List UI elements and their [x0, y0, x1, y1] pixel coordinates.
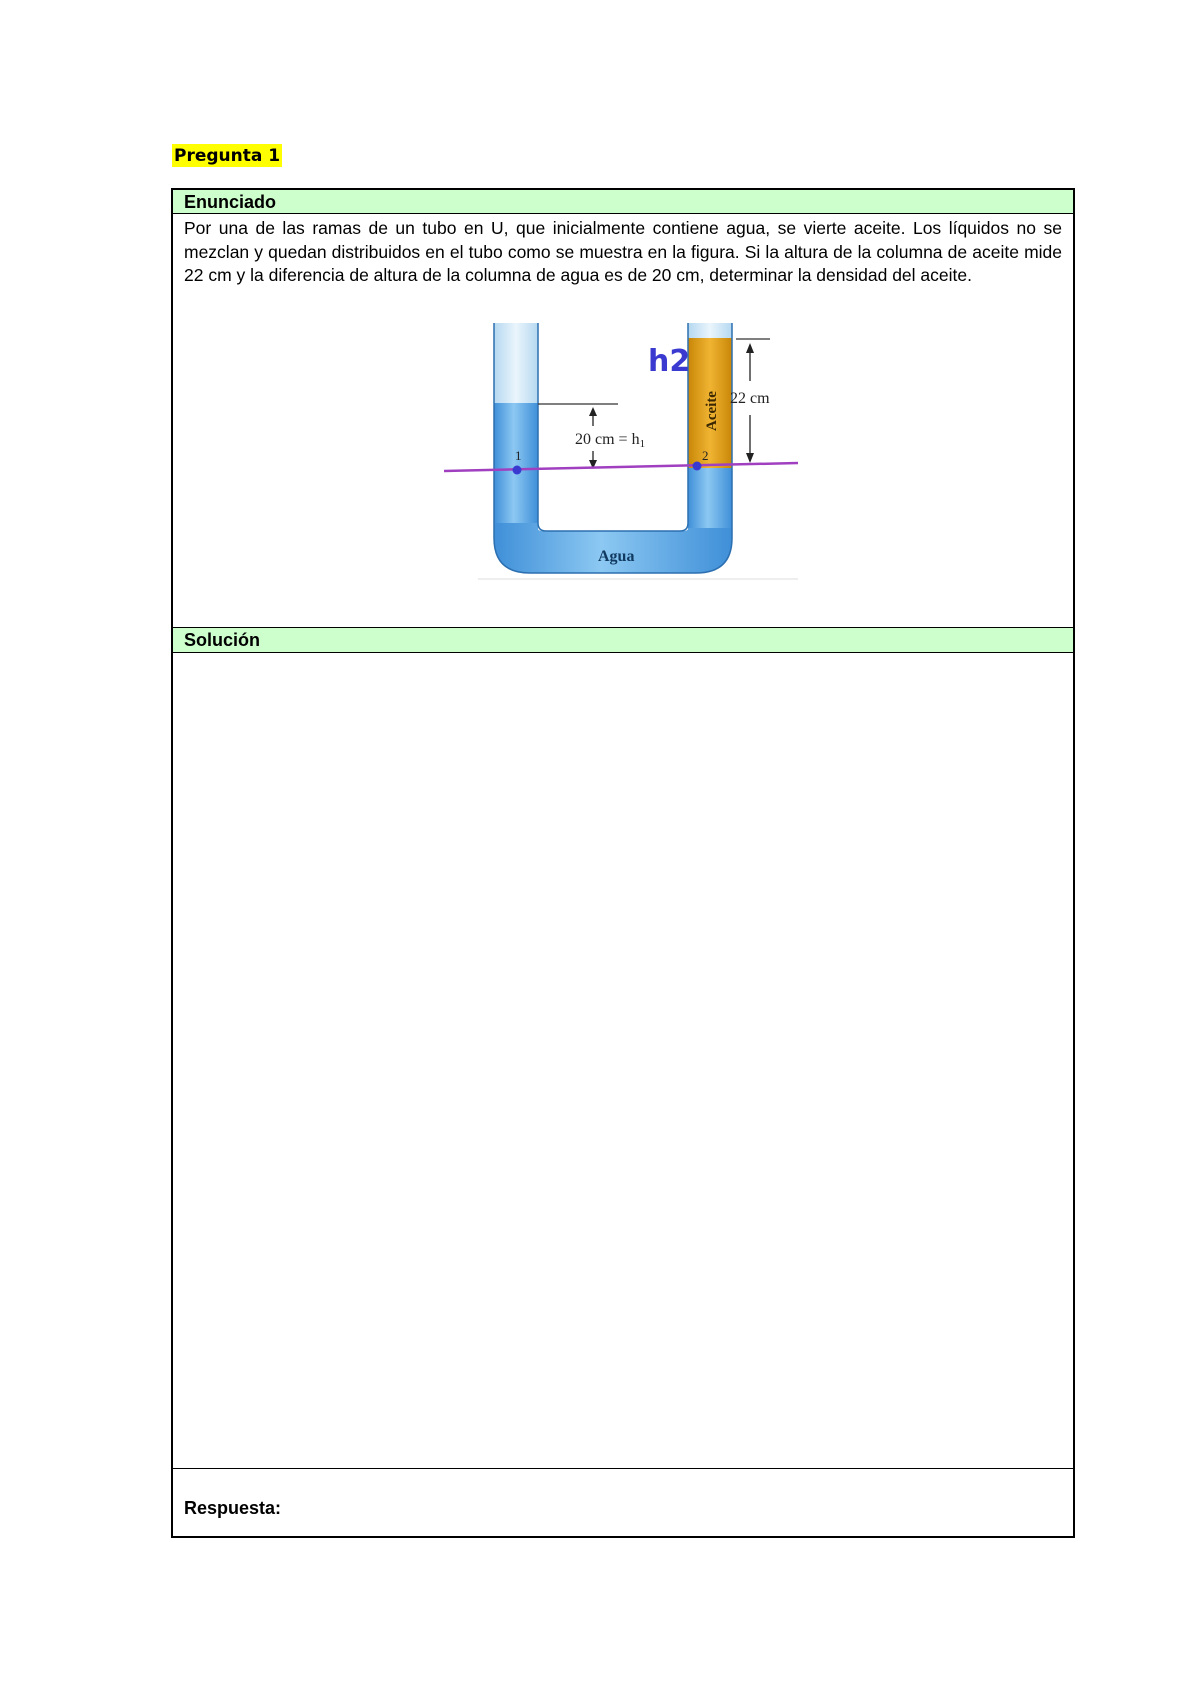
u-tube-figure — [438, 323, 838, 613]
point-2 — [693, 462, 702, 471]
answer-label: Respuesta: — [184, 1498, 282, 1518]
water-label: Agua — [598, 548, 635, 565]
answer-divider — [173, 1468, 1073, 1469]
statement-text: Por una de las ramas de un tubo en U, que inicialmente contiene agua, se vierte aceite. Los líquidos no se mezclan y quedan distribuidos en el tubo como se muestra en la figura. Si la altura de la columna de aceite mide 22 cm y la diferencia de altura de la columna de agua es de 20 cm, determinar la densidad del aceite. — [184, 218, 1062, 285]
water-diff-label: 20 cm = h1 — [575, 431, 646, 450]
question-label: Pregunta 1 — [174, 146, 281, 166]
oil-label: Aceite — [704, 391, 720, 431]
point-1 — [513, 466, 522, 475]
point-2-label: 2 — [702, 448, 709, 463]
enunciado-header: Enunciado — [173, 190, 1073, 214]
handwritten-h2-label: h2 — [648, 344, 691, 379]
point-1-label: 1 — [515, 448, 522, 463]
right-tube-air — [688, 323, 732, 338]
oil-height-label: 22 cm — [730, 390, 770, 407]
solucion-header: Solución — [173, 627, 1073, 653]
right-water-column — [688, 468, 732, 528]
left-tube-air — [494, 323, 538, 403]
question-sheet — [171, 188, 1075, 1538]
